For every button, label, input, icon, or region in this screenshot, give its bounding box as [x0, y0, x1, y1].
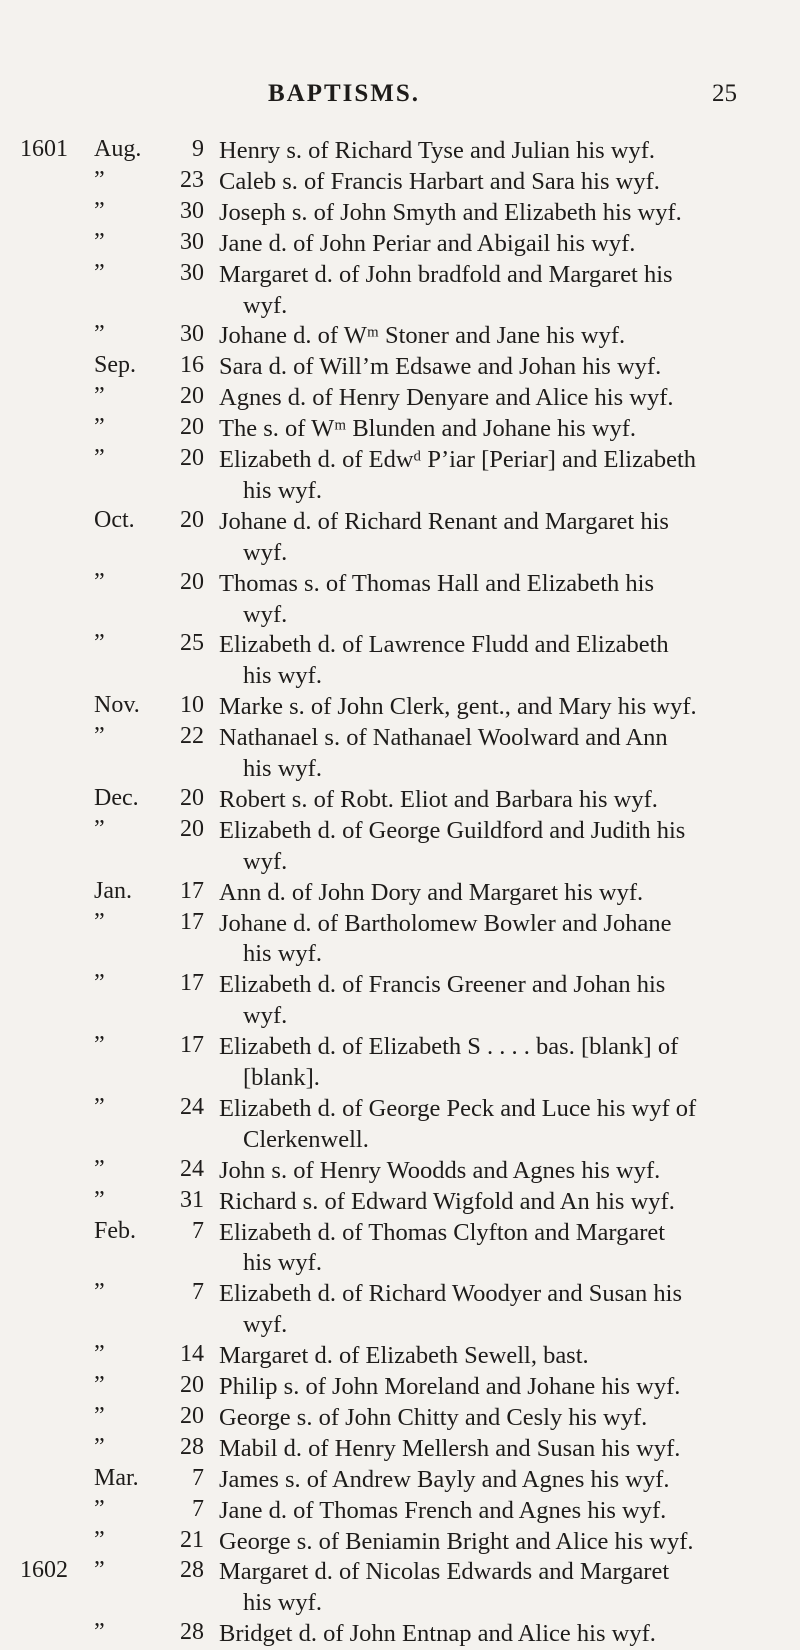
entry-text-continuation: wyf.	[243, 1002, 288, 1030]
entry-day: 20	[180, 414, 204, 441]
entry-text	[219, 909, 779, 971]
entry-text	[219, 1187, 779, 1218]
entry-day: 23	[180, 166, 204, 193]
entry-text-line: Margaret d. of Elizabeth Sewell, bast.	[219, 1342, 589, 1370]
entry-text	[219, 1218, 779, 1280]
entry-text-continuation: wyf.	[243, 1311, 288, 1339]
entry-text-continuation: his wyf.	[243, 940, 322, 968]
entry-text	[219, 321, 779, 352]
entry-year: 1602	[20, 1557, 68, 1584]
entry-month: ”	[94, 1279, 105, 1306]
entry-day: 20	[180, 506, 204, 533]
entry-month: Sep.	[94, 352, 136, 379]
entry-month: ”	[94, 1372, 105, 1398]
entry-text	[219, 878, 779, 909]
entry-text-continuation: [blank].	[243, 1064, 320, 1091]
entry-month: ”	[94, 1557, 105, 1584]
entry-month: ”	[94, 1186, 105, 1213]
entry-day: 28	[180, 1557, 204, 1584]
entry-text-line: Elizabeth d. of Lawrence Fludd and Elizabeth	[219, 631, 669, 659]
entry-month: Dec.	[94, 784, 139, 811]
entry-text-line: Elizabeth d. of George Peck and Luce his wyf of	[219, 1094, 697, 1122]
entry-month: ”	[94, 1341, 105, 1368]
entry-month: ”	[94, 1093, 105, 1120]
entry-text-line: George s. of Beniamin Bright and Alice his wyf.	[219, 1527, 694, 1555]
entry-text-line: Bridget d. of John Entnap and Alice his wyf.	[219, 1620, 656, 1648]
entry-month: ”	[94, 815, 105, 842]
entry-text-continuation: his wyf.	[243, 476, 322, 504]
entry-day: 20	[180, 1402, 204, 1429]
entry-month: ”	[94, 1619, 105, 1646]
entry-text	[219, 198, 779, 229]
entry-text-line: Margaret d. of John bradfold and Margaret his	[219, 260, 673, 288]
entry-text-line: Agnes d. of Henry Denyare and Alice his wyf.	[219, 384, 674, 412]
entry-text-line: Jane d. of Thomas French and Agnes his wyf.	[219, 1496, 667, 1524]
entry-text-continuation: his wyf.	[243, 1589, 322, 1617]
entry-month: ”	[94, 1433, 105, 1460]
entry-text	[219, 1372, 779, 1403]
entry-day: 22	[180, 723, 204, 750]
entry-text-line: Sara d. of Will’m Edsawe and Johan his wyf.	[219, 353, 662, 381]
entry-text	[219, 1465, 779, 1496]
entry-month: ”	[94, 908, 105, 935]
entry-day: 17	[180, 970, 204, 997]
entry-day: 20	[180, 784, 204, 811]
entry-text-line: Elizabeth d. of Francis Greener and Johan his	[219, 971, 666, 999]
entry-day: 9	[192, 136, 204, 162]
entry-text	[219, 1403, 779, 1434]
entry-text	[219, 507, 779, 569]
entry-day: 30	[180, 197, 204, 224]
entry-text	[219, 816, 779, 878]
entry-day: 24	[180, 1155, 204, 1182]
entry-text	[219, 1434, 779, 1465]
entry-text-line: Johane d. of Richard Renant and Margaret his	[219, 507, 669, 535]
entry-text-continuation: wyf.	[243, 847, 288, 875]
entry-text-line: Elizabeth d. of Thomas Clyfton and Margaret	[219, 1218, 666, 1246]
entry-month: ”	[94, 1032, 105, 1059]
entry-text-continuation: his wyf.	[243, 1249, 322, 1277]
entry-text	[219, 1619, 779, 1650]
entry-text	[219, 970, 779, 1032]
entry-month: ”	[94, 383, 105, 410]
entry-month: ”	[94, 1495, 105, 1522]
entry-text	[219, 692, 779, 723]
entry-day: 30	[180, 259, 204, 286]
entry-text-line: Joseph s. of John Smyth and Elizabeth his wyf.	[219, 198, 682, 226]
entry-text-continuation: his wyf.	[243, 755, 322, 782]
entry-day: 10	[180, 692, 204, 719]
entry-month: ”	[94, 1526, 105, 1553]
entry-text-line: Caleb s. of Francis Harbart and Sara his wyf.	[219, 167, 660, 195]
entry-day: 30	[180, 321, 204, 348]
entry-text-line: Philip s. of John Moreland and Johane his wyf.	[219, 1373, 681, 1400]
entry-text	[219, 1557, 779, 1619]
entry-month: ”	[94, 228, 105, 255]
entry-text-line: Elizabeth d. of Richard Woodyer and Susan his	[219, 1280, 682, 1308]
entry-text-line: Margaret d. of Nicolas Edwards and Margaret	[219, 1558, 670, 1586]
entry-text	[219, 785, 779, 816]
entry-day: 7	[192, 1464, 204, 1491]
entry-text	[219, 229, 779, 260]
entry-text-line: Robert s. of Robt. Eliot and Barbara his wyf.	[219, 785, 658, 813]
entry-month: Oct.	[94, 506, 135, 533]
entry-text	[219, 167, 779, 198]
entry-text-continuation: Clerkenwell.	[243, 1125, 369, 1153]
entry-day: 17	[180, 877, 204, 904]
entry-year: 1601	[20, 136, 68, 162]
entry-text-continuation: his wyf.	[243, 662, 322, 690]
entry-month: Feb.	[94, 1217, 136, 1244]
entry-month: ”	[94, 723, 105, 750]
entry-text	[219, 136, 779, 167]
entry-month: ”	[94, 321, 105, 348]
entry-text	[219, 260, 779, 322]
entry-day: 14	[180, 1341, 204, 1368]
entry-month: ”	[94, 1155, 105, 1182]
entry-month: ”	[94, 630, 105, 657]
entry-text-line: Nathanael s. of Nathanael Woolward and Ann	[219, 724, 668, 752]
entry-day: 31	[180, 1186, 204, 1213]
entry-text	[219, 1094, 779, 1156]
entry-day: 20	[180, 568, 204, 595]
entry-text	[219, 569, 779, 631]
entry-text-line: John s. of Henry Woodds and Agnes his wyf.	[219, 1156, 661, 1184]
entry-month: Aug.	[94, 136, 142, 162]
entry-text-line: Thomas s. of Thomas Hall and Elizabeth his	[219, 569, 655, 597]
entry-day: 7	[192, 1217, 204, 1244]
entry-text	[219, 352, 779, 383]
entry-text	[219, 1032, 779, 1094]
entry-text-line: Richard s. of Edward Wigfold and An his wyf.	[219, 1187, 675, 1215]
entry-text	[219, 383, 779, 414]
entry-month: ”	[94, 166, 105, 193]
entry-text-line: Elizabeth d. of Edwᵈ P’iar [Periar] and Elizabeth	[219, 446, 697, 473]
entry-text	[219, 1496, 779, 1527]
entry-day: 7	[192, 1495, 204, 1522]
entry-text	[219, 1156, 779, 1187]
entry-month: Nov.	[94, 692, 140, 719]
entry-text	[219, 445, 779, 507]
entry-text-line: Johane d. of Wᵐ Stoner and Jane his wyf.	[219, 322, 626, 350]
entry-day: 28	[180, 1619, 204, 1646]
entry-text-line: The s. of Wᵐ Blunden and Johane his wyf.	[219, 415, 637, 443]
entry-day: 20	[180, 383, 204, 410]
entry-text-line: Marke s. of John Clerk, gent., and Mary his wyf.	[219, 693, 697, 721]
entry-month: ”	[94, 197, 105, 224]
entry-day: 25	[180, 630, 204, 657]
page-title: BAPTISMS.	[268, 80, 421, 107]
entry-text-line: Ann d. of John Dory and Margaret his wyf.	[219, 878, 644, 906]
entry-day: 28	[180, 1433, 204, 1460]
entry-text-line: Elizabeth d. of George Guildford and Judith his	[219, 816, 686, 844]
entry-text-continuation: wyf.	[243, 291, 288, 319]
entry-day: 20	[180, 1372, 204, 1398]
page-header	[0, 80, 800, 120]
entry-text	[219, 1279, 779, 1341]
entry-text-line: George s. of John Chitty and Cesly his wyf.	[219, 1403, 648, 1431]
entry-month: ”	[94, 970, 105, 997]
entry-month: ”	[94, 568, 105, 595]
entry-month: Mar.	[94, 1464, 139, 1491]
entry-text	[219, 1527, 779, 1558]
entry-month: ”	[94, 414, 105, 441]
entry-text-line: Elizabeth d. of Elizabeth S . . . . bas. [blank] of	[219, 1033, 679, 1061]
entry-day: 7	[192, 1279, 204, 1306]
entry-text-line: Mabil d. of Henry Mellersh and Susan his wyf.	[219, 1434, 681, 1462]
entry-text-continuation: wyf.	[243, 600, 288, 628]
entry-text-line: Jane d. of John Periar and Abigail his wyf.	[219, 229, 636, 257]
entry-day: 17	[180, 1032, 204, 1059]
entry-month: ”	[94, 1402, 105, 1429]
entry-day: 16	[180, 352, 204, 379]
page-number: 25	[712, 80, 737, 107]
entry-day: 20	[180, 445, 204, 471]
entry-month: ”	[94, 259, 105, 286]
entry-day: 21	[180, 1526, 204, 1553]
entry-text	[219, 414, 779, 445]
entry-month: Jan.	[94, 877, 132, 904]
entry-day: 30	[180, 228, 204, 255]
entry-day: 24	[180, 1093, 204, 1120]
entry-text-line: Henry s. of Richard Tyse and Julian his wyf.	[219, 137, 656, 164]
entry-day: 20	[180, 815, 204, 842]
entry-month: ”	[94, 445, 105, 471]
entry-text-continuation: wyf.	[243, 538, 288, 566]
entry-text	[219, 630, 779, 692]
entry-text	[219, 723, 779, 785]
entry-day: 17	[180, 908, 204, 935]
entry-text-line: James s. of Andrew Bayly and Agnes his wyf.	[219, 1465, 670, 1493]
entry-text-line: Johane d. of Bartholomew Bowler and Johane	[219, 909, 672, 937]
